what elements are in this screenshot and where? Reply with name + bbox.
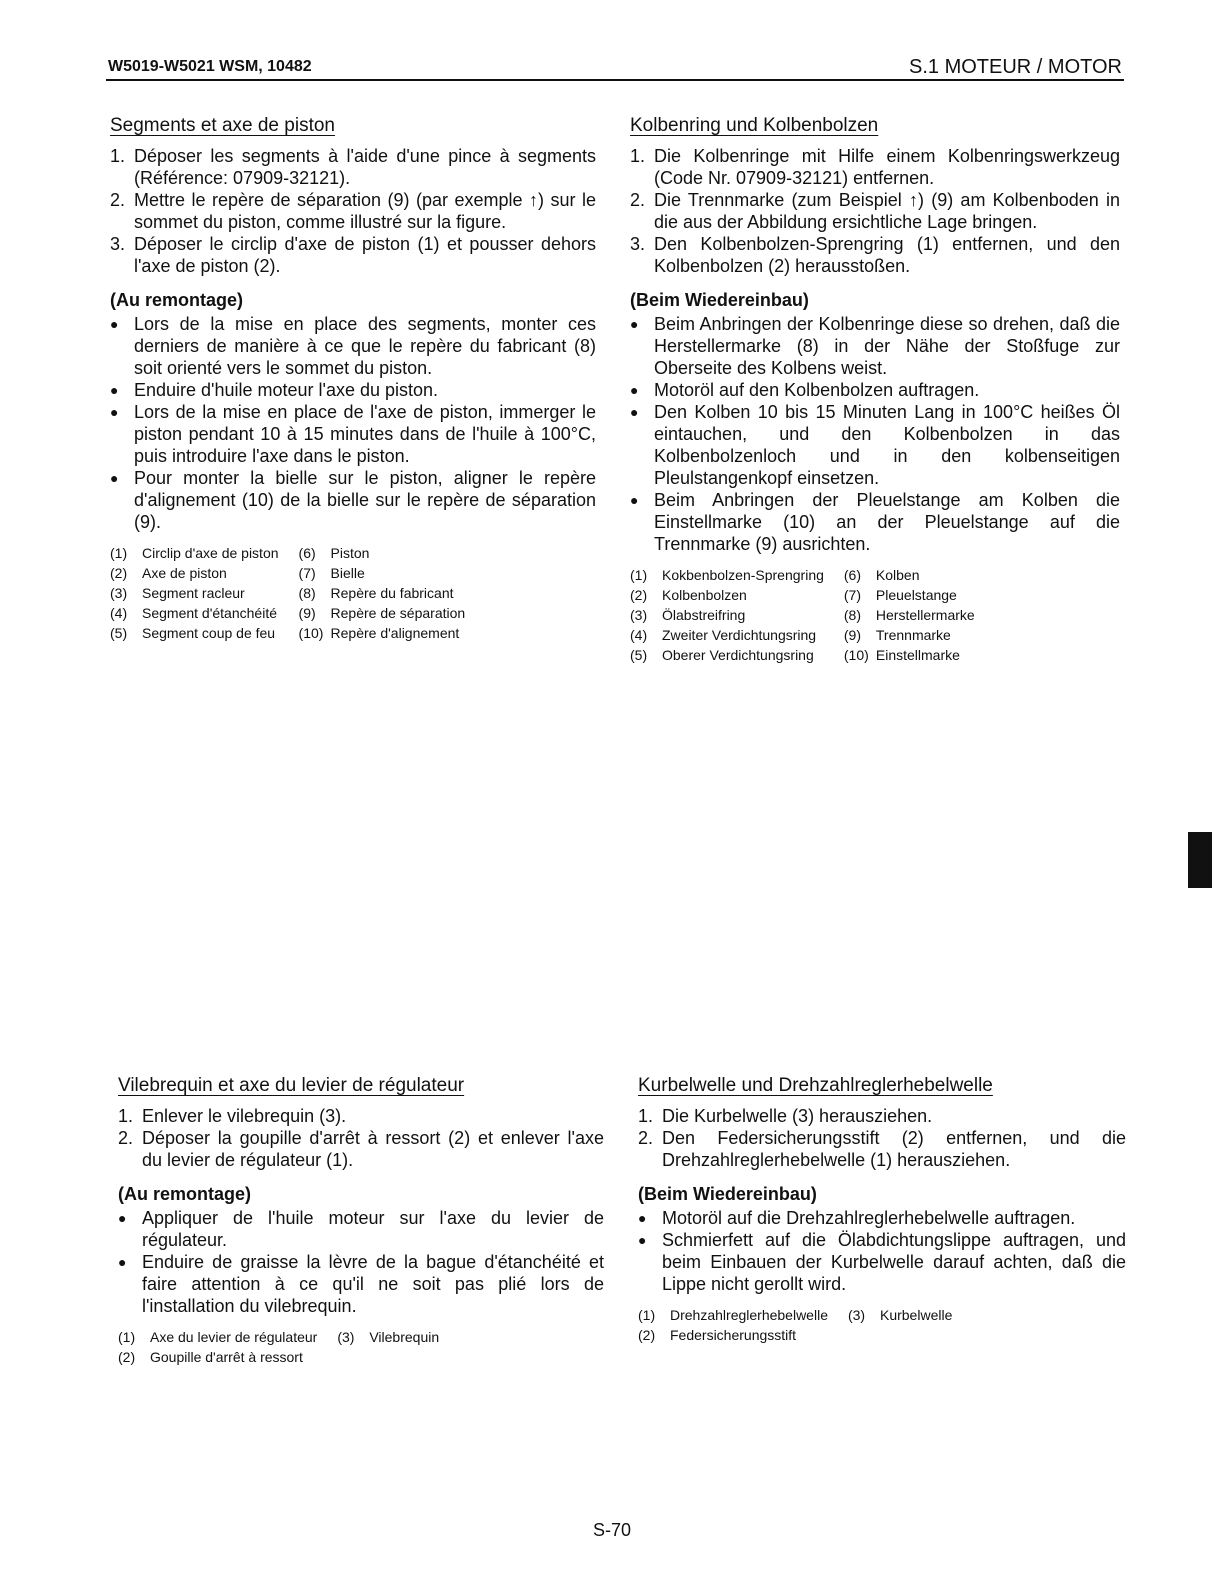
- bullet-dot-icon: ●: [110, 382, 119, 398]
- legend-number: (8): [843, 607, 862, 623]
- step-item: [110, 189, 596, 233]
- header-doc-code: W5019-W5021 WSM, 10482: [108, 58, 312, 75]
- step-number: 1.: [110, 146, 126, 166]
- reassembly-heading: (Au remontage): [118, 1184, 252, 1204]
- bullet-item: [630, 379, 1120, 401]
- section-crankshaft-fr: [118, 1075, 604, 1367]
- bullet-item: [110, 379, 596, 401]
- step-text: Die Kolbenringe mit Hilfe einem Kolbenringswerkzeug (Code Nr. 07909-32121) entfernen.: [654, 146, 1120, 188]
- legend-label: [369, 1347, 439, 1367]
- chapter-edge-tab: [1188, 832, 1212, 888]
- bullet-item: [118, 1251, 604, 1317]
- bullet-item: [118, 1207, 604, 1251]
- bullet-item: [110, 467, 596, 533]
- legend-label: Repère du fabricant: [330, 585, 454, 601]
- legend-number: (1): [110, 545, 128, 561]
- reassembly-heading: (Au remontage): [110, 290, 244, 310]
- bullet-dot-icon: ●: [630, 382, 639, 398]
- bullet-text: Pour monter la bielle sur le piston, aligner le repère d'alignement (10) de la bielle sur le repère de séparation (9).: [134, 468, 596, 532]
- section-title: Kolbenring und Kolbenbolzen: [630, 115, 879, 136]
- bullet-dot-icon: ●: [630, 404, 639, 420]
- legend-row: [110, 623, 465, 643]
- legend-row: [118, 1347, 439, 1367]
- legend-row: [630, 625, 975, 645]
- legend-label: Goupille d'arrêt à ressort: [150, 1349, 303, 1365]
- legend-number: (3): [630, 607, 648, 623]
- bullet-item: [638, 1229, 1126, 1295]
- legend-number: (1): [118, 1329, 136, 1345]
- legend-number: (6): [843, 567, 862, 583]
- legend-number: (10): [843, 647, 869, 663]
- legend-row: [110, 603, 465, 623]
- legend-label: Einstellmarke: [875, 647, 960, 663]
- legend-number: (3): [110, 585, 128, 601]
- step-text: Déposer le circlip d'axe de piston (1) et pousser dehors l'axe de piston (2).: [134, 234, 596, 276]
- bullet-text: Motoröl auf den Kolbenbolzen auftragen.: [654, 380, 980, 400]
- legend-label: Segment racleur: [142, 585, 245, 601]
- bullet-text: Motoröl auf die Drehzahlreglerhebelwelle auftragen.: [662, 1208, 1076, 1228]
- legend-label: Piston: [330, 545, 370, 561]
- bullet-text: Lors de la mise en place de l'axe de piston, immerger le piston pendant 10 à 15 minutes dans de l'huile à 100°C, puis introduire l'axe dans le piston.: [134, 402, 596, 466]
- legend-number: (1): [630, 567, 648, 583]
- step-number: 1.: [118, 1106, 134, 1126]
- parts-legend: [630, 565, 975, 665]
- header-section-title: S.1 MOTEUR / MOTOR: [909, 56, 1122, 78]
- legend-label: Drehzahlreglerhebelwelle: [670, 1307, 828, 1323]
- legend-number: (2): [638, 1327, 656, 1343]
- legend-number: (7): [843, 587, 862, 603]
- legend-number: (7): [298, 565, 316, 581]
- bullet-item: [110, 401, 596, 467]
- legend-label: Segment d'étanchéité: [142, 605, 277, 621]
- legend-number: (9): [843, 627, 862, 643]
- section-title: Kurbelwelle und Drehzahlreglerhebelwelle: [638, 1075, 993, 1096]
- step-text: Die Kurbelwelle (3) herausziehen.: [662, 1106, 933, 1126]
- bullet-dot-icon: ●: [638, 1210, 647, 1226]
- step-number: 2.: [638, 1128, 654, 1148]
- legend-label: Kolbenbolzen: [662, 587, 747, 603]
- parts-legend: [118, 1327, 439, 1367]
- step-text: Déposer les segments à l'aide d'une pince à segments (Référence: 07909-32121).: [134, 146, 596, 188]
- legend-label: Axe du levier de régulateur: [150, 1329, 318, 1345]
- bullet-text: Beim Anbringen der Pleuelstange am Kolben die Einstellmarke (10) an der Pleuelstange auf die Trennmarke (9) ausrichten.: [654, 490, 1120, 554]
- reassembly-heading: (Beim Wiedereinbau): [630, 290, 809, 310]
- legend-label: Herstellermarke: [875, 607, 975, 623]
- legend-label: Repère d'alignement: [330, 625, 460, 641]
- legend-label: Kokbenbolzen-Sprengring: [662, 567, 824, 583]
- step-number: 2.: [118, 1128, 134, 1148]
- bullet-item: [630, 401, 1120, 489]
- legend-number: (4): [110, 605, 128, 621]
- legend-row: [118, 1327, 439, 1347]
- legend-row: [110, 583, 465, 603]
- legend-label: [880, 1325, 952, 1345]
- section-pistons-de: [630, 115, 1120, 665]
- step-item: [638, 1105, 1126, 1127]
- legend-label: Circlip d'axe de piston: [142, 545, 279, 561]
- bullet-dot-icon: ●: [630, 492, 639, 508]
- legend-label: Segment coup de feu: [142, 625, 276, 641]
- step-item: [118, 1127, 604, 1171]
- bullet-item: [638, 1207, 1126, 1229]
- bullet-text: Den Kolben 10 bis 15 Minuten Lang in 100°C heißes Öl eintauchen, und den Kolbenbolzen in das Kolbenbolzenloch und in den kolbenseitigen Pleulstangenkopf einsetzen.: [654, 402, 1120, 488]
- section-title: Segments et axe de piston: [110, 115, 335, 136]
- page-number: S-70: [592, 1520, 632, 1540]
- bullet-dot-icon: ●: [118, 1210, 127, 1226]
- bullet-text: Beim Anbringen der Kolbenringe diese so drehen, daß die Herstellermarke (8) in der Nähe der Stoßfuge zur Oberseite des Kolbens weist.: [654, 314, 1120, 378]
- bullet-item: [110, 313, 596, 379]
- legend-row: [638, 1305, 952, 1325]
- bullet-text: Enduire d'huile moteur l'axe du piston.: [134, 380, 439, 400]
- step-text: Den Federsicherungsstift (2) entfernen, und die Drehzahlreglerhebelwelle (1) herausziehen.: [662, 1128, 1126, 1170]
- step-number: 1.: [638, 1106, 654, 1126]
- legend-label: Bielle: [330, 565, 365, 581]
- step-item: [110, 233, 596, 277]
- legend-row: [630, 565, 975, 585]
- legend-number: (1): [638, 1307, 656, 1323]
- legend-number: (2): [118, 1349, 136, 1365]
- legend-number: [848, 1325, 880, 1345]
- legend-number: (2): [630, 587, 648, 603]
- step-text: Enlever le vilebrequin (3).: [142, 1106, 347, 1126]
- legend-number: (4): [630, 627, 648, 643]
- step-item: [118, 1105, 604, 1127]
- legend-number: (3): [337, 1329, 355, 1345]
- legend-label: Federsicherungsstift: [670, 1327, 797, 1343]
- section-crankshaft-de: [638, 1075, 1126, 1345]
- legend-number: (3): [847, 1307, 866, 1323]
- reassembly-heading: (Beim Wiedereinbau): [638, 1184, 817, 1204]
- step-text: Die Trennmarke (zum Beispiel ↑) (9) am Kolbenboden in die aus der Abbildung ersichtliche Lage bringen.: [654, 190, 1120, 232]
- step-item: [630, 233, 1120, 277]
- bullet-dot-icon: ●: [110, 470, 119, 486]
- step-number: 2.: [630, 190, 646, 210]
- legend-row: [630, 645, 975, 665]
- step-item: [638, 1127, 1126, 1171]
- bullet-item: [630, 313, 1120, 379]
- legend-row: [630, 605, 975, 625]
- bullet-dot-icon: ●: [630, 316, 639, 332]
- header-rule: [106, 79, 1124, 81]
- bullet-text: Enduire de graisse la lèvre de la bague d'étanchéité et faire attention à ce qu'il ne soit pas plié lors de l'installation du vilebrequin.: [142, 1252, 604, 1316]
- parts-legend: [110, 543, 465, 643]
- legend-number: (5): [110, 625, 128, 641]
- step-number: 2.: [110, 190, 126, 210]
- legend-label: Oberer Verdichtungsring: [662, 647, 814, 663]
- legend-number: [337, 1347, 369, 1367]
- legend-number: (6): [298, 545, 316, 561]
- step-item: [630, 189, 1120, 233]
- legend-number: (5): [630, 647, 648, 663]
- legend-number: (9): [298, 605, 316, 621]
- bullet-dot-icon: ●: [118, 1254, 127, 1270]
- step-number: 3.: [110, 234, 126, 254]
- step-text: Déposer la goupille d'arrêt à ressort (2) et enlever l'axe du levier de régulateur (1).: [142, 1128, 604, 1170]
- legend-label: Pleuelstange: [875, 587, 957, 603]
- legend-label: Axe de piston: [142, 565, 227, 581]
- legend-number: (8): [298, 585, 316, 601]
- legend-label: Repère de séparation: [330, 605, 466, 621]
- bullet-text: Schmierfett auf die Ölabdichtungslippe auftragen, und beim Einbauen der Kurbelwelle darauf achten, daß die Lippe nicht gerollt wird.: [662, 1230, 1126, 1294]
- section-pistons-fr: [110, 115, 596, 643]
- section-title: Vilebrequin et axe du levier de régulateur: [118, 1075, 465, 1096]
- legend-label: Kurbelwelle: [879, 1307, 953, 1323]
- parts-legend: [638, 1305, 952, 1345]
- bullet-dot-icon: ●: [638, 1232, 647, 1248]
- legend-label: Trennmarke: [875, 627, 951, 643]
- legend-row: [110, 543, 465, 563]
- legend-row: [638, 1325, 952, 1345]
- step-number: 1.: [630, 146, 646, 166]
- legend-label: Kolben: [875, 567, 920, 583]
- step-item: [110, 145, 596, 189]
- legend-label: Ölabstreifring: [662, 607, 746, 623]
- legend-label: Vilebrequin: [369, 1329, 440, 1345]
- step-item: [630, 145, 1120, 189]
- step-text: Mettre le repère de séparation (9) (par exemple ↑) sur le sommet du piston, comme illustré sur la figure.: [134, 190, 596, 232]
- step-number: 3.: [630, 234, 646, 254]
- legend-number: (10): [298, 625, 324, 641]
- bullet-item: [630, 489, 1120, 555]
- legend-label: Zweiter Verdichtungsring: [662, 627, 817, 643]
- legend-row: [110, 563, 465, 583]
- legend-number: (2): [110, 565, 128, 581]
- legend-row: [630, 585, 975, 605]
- bullet-text: Appliquer de l'huile moteur sur l'axe du levier de régulateur.: [142, 1208, 604, 1250]
- step-text: Den Kolbenbolzen-Sprengring (1) entfernen, und den Kolbenbolzen (2) herausstoßen.: [654, 234, 1120, 276]
- bullet-text: Lors de la mise en place des segments, monter ces derniers de manière à ce que le repère du fabricant (8) soit orienté vers le sommet du piston.: [134, 314, 596, 378]
- bullet-dot-icon: ●: [110, 316, 119, 332]
- bullet-dot-icon: ●: [110, 404, 119, 420]
